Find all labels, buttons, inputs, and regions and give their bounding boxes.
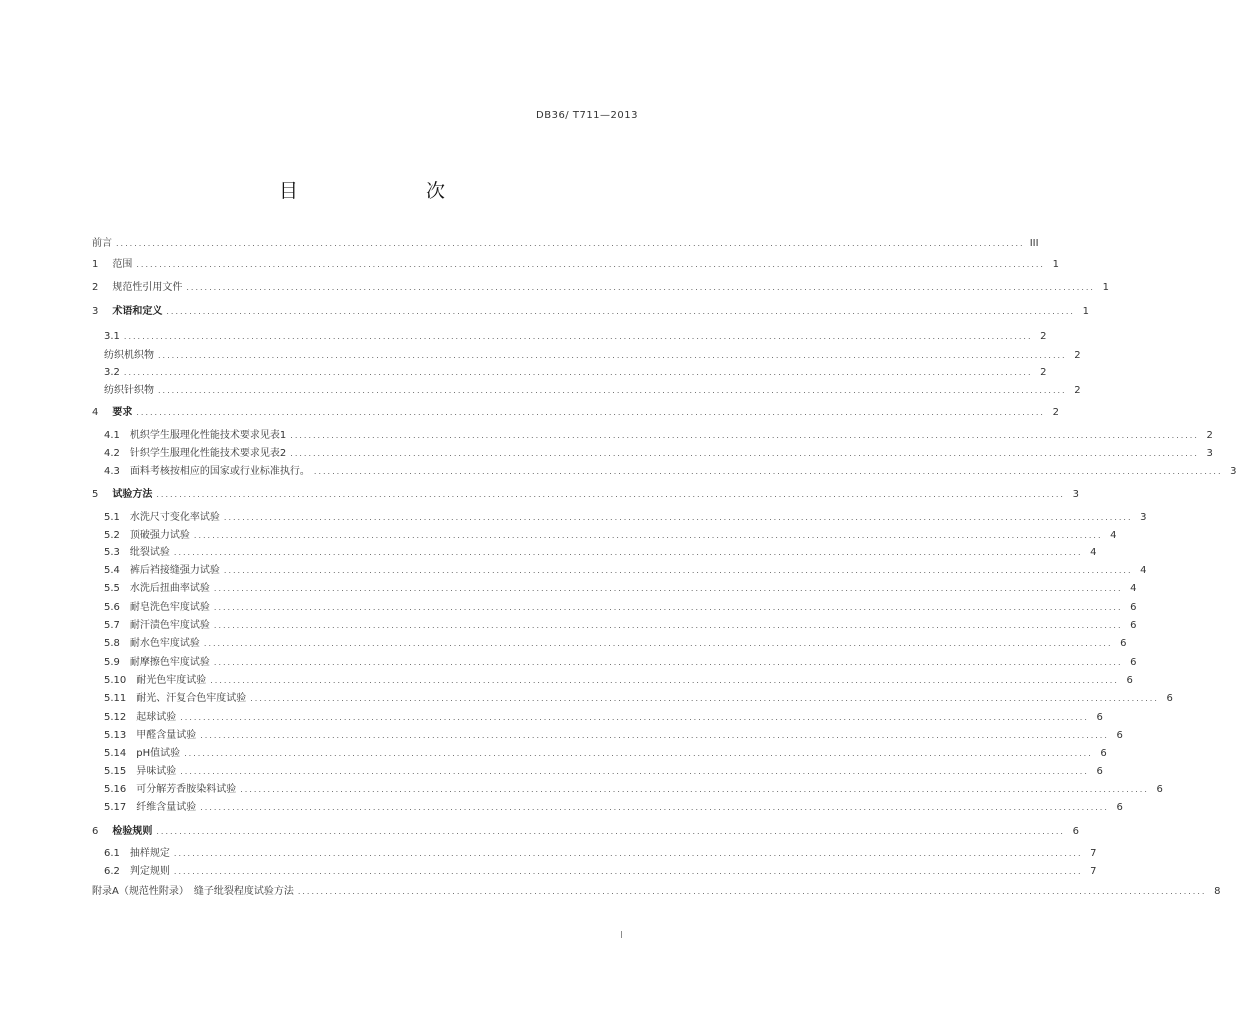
toc-entry [104,597,1137,614]
toc-entry-page: 6 [1130,602,1137,613]
toc-entry-title: 判定规则 [129,866,170,877]
toc-entry-page: 1 [1082,306,1089,317]
dot-leader: ........................................................................................................................................................................................................ [173,548,1083,557]
dot-leader: ........................................................................................................................................................................................................ [313,467,1223,476]
toc-entry-page: 6 [1130,657,1137,668]
toc-entry [104,652,1137,669]
toc-entry-page: 1 [1102,282,1109,293]
toc-entry-title: 甲醛含量试验 [136,730,197,741]
toc-entry-page: 3 [1206,448,1213,459]
toc-entry-page: III [1029,238,1039,249]
toc-entry [104,743,1107,760]
dot-leader: ........................................................................................................................................................................................................ [203,639,1113,648]
toc-entry-title: 试验方法 [112,489,153,500]
toc-entry-number: 5.17 [104,802,127,813]
toc-entry-page: 2 [1040,331,1047,342]
toc-entry-number: 6.2 [104,866,120,877]
toc-entry-title: 纰裂试验 [129,547,170,558]
toc-entry [104,761,1103,778]
toc-entry-title: 纺织机织物 [104,350,154,361]
toc-entry-page: 6 [1130,620,1137,631]
toc-entry-title: 要求 [112,407,133,418]
toc-entry-number: 3 [92,306,99,317]
toc-entry-title: 规范性引用文件 [112,282,183,293]
dot-leader: ........................................................................................................................................................................................................ [158,351,1067,360]
toc-entry-page: 6 [1096,712,1103,723]
toc-entry-number: 1 [92,259,99,270]
document-header-code: DB36/ T711—2013 [536,110,638,121]
toc-entry-number: 5.12 [104,712,127,723]
dot-leader: ........................................................................................................................................................................................................ [166,307,1075,316]
toc-entry-title: 耐光色牢度试验 [136,675,207,686]
toc-entry-page: 2 [1074,385,1081,396]
dot-leader: ........................................................................................................................................................................................................ [173,867,1083,876]
toc-entry-page: 6 [1156,784,1163,795]
toc-entry [104,615,1137,632]
dot-leader: ........................................................................................................................................................................................................ [123,332,1033,341]
toc-entry-title: 水洗后扭曲率试验 [129,583,210,594]
toc-entry-page: 6 [1100,748,1107,759]
toc-entry-number: 4.2 [104,448,120,459]
toc-entry [104,461,1237,478]
dot-leader: ........................................................................................................................................................................................................ [116,239,1025,248]
toc-entry-number: 5.3 [104,547,120,558]
toc-entry-title: 耐水色牢度试验 [129,638,200,649]
toc-entry-title: 检验规则 [112,826,153,837]
toc-entry-title: 抽样规定 [129,848,170,859]
toc-entry-title: 范围 [112,259,133,270]
toc-entry-number: 5.10 [104,675,127,686]
toc-entry-title: 纺织针织物 [104,385,154,396]
toc-entry-title: 耐汗渍色牢度试验 [129,620,210,631]
toc-entry [104,633,1127,650]
dot-leader: ........................................................................................................................................................................................................ [297,887,1207,896]
toc-entry-number: 5.11 [104,693,127,704]
toc-entry-title: 可分解芳香胺染料试验 [136,784,237,795]
toc-entry [92,233,1039,250]
toc-entry-page: 6 [1166,693,1173,704]
toc-entry-page: 6 [1120,638,1127,649]
toc-entry-page: 3 [1140,512,1147,523]
toc-entry-page: 6 [1096,766,1103,777]
toc-entry-number: 5.13 [104,730,127,741]
toc-entry-page: 4 [1130,583,1137,594]
toc-entry [92,821,1079,838]
toc-entry-page: 3 [1230,466,1237,477]
toc-entry [92,277,1109,294]
toc-entry-title: 顶破强力试验 [129,530,190,541]
toc-entry [104,362,1047,379]
toc-entry-title: 前言 [92,238,112,249]
dot-leader: ........................................................................................................................................................................................................ [184,749,1093,758]
toc-entry-page: 6 [1126,675,1133,686]
toc-entry [92,402,1059,419]
toc-entry-number: 5.4 [104,565,120,576]
dot-leader: ........................................................................................................................................................................................................ [173,849,1083,858]
toc-entry [92,881,1221,898]
toc-entry [104,326,1047,343]
toc-entry [104,542,1097,559]
toc-entry-title: 裤后裆接缝强力试验 [129,565,220,576]
toc-entry-number: 3.2 [104,367,120,378]
toc-entry [104,425,1213,442]
dot-leader: ........................................................................................................................................................................................................ [223,513,1133,522]
toc-entry [104,560,1147,577]
toc-entry-title: 起球试验 [136,712,177,723]
toc-entry-page: 2 [1040,367,1047,378]
dot-leader: ........................................................................................................................................................................................................ [186,283,1095,292]
toc-entry-page: 4 [1090,547,1097,558]
dot-leader: ........................................................................................................................................................................................................ [240,785,1149,794]
toc-entry [104,345,1081,362]
toc-entry [104,443,1213,460]
dot-leader: ........................................................................................................................................................................................................ [250,694,1159,703]
toc-entry-number: 6 [92,826,99,837]
toc-entry-number: 5.15 [104,766,127,777]
toc-entry-number: 5.5 [104,583,120,594]
toc-entry [104,507,1147,524]
toc-entry-page: 4 [1110,530,1117,541]
dot-leader: ........................................................................................................................................................................................................ [136,408,1045,417]
dot-leader: ........................................................................................................................................................................................................ [193,531,1103,540]
dot-leader: ........................................................................................................................................................................................................ [156,490,1065,499]
dot-leader: ........................................................................................................................................................................................................ [200,731,1109,740]
toc-entry-page: 6 [1116,802,1123,813]
dot-leader: ........................................................................................................................................................................................................ [158,386,1067,395]
toc-entry-number: 4.3 [104,466,120,477]
toc-entry-number: 6.1 [104,848,120,859]
dot-leader: ........................................................................................................................................................................................................ [213,603,1123,612]
page-title: 目 次 [278,180,475,202]
dot-leader: ........................................................................................................................................................................................................ [200,803,1109,812]
toc-entry-page: 4 [1140,565,1147,576]
toc-entry-title: pH值试验 [136,748,181,759]
toc-entry-title: 机织学生服理化性能技术要求见表1 [129,430,287,441]
toc-entry-number: 5.9 [104,657,120,668]
toc-entry-title: 异味试验 [136,766,177,777]
dot-leader: ........................................................................................................................................................................................................ [136,260,1045,269]
dot-leader: ........................................................................................................................................................................................................ [213,658,1123,667]
toc-entry [104,797,1123,814]
toc-entry-number: 5.1 [104,512,120,523]
toc-entry [104,688,1173,705]
dot-leader: ........................................................................................................................................................................................................ [180,713,1089,722]
toc-entry-page: 3 [1072,489,1079,500]
dot-leader: ........................................................................................................................................................................................................ [123,368,1033,377]
page-number: I [620,930,623,941]
toc-entry-page: 8 [1214,886,1221,897]
toc-entry-number: 3.1 [104,331,120,342]
toc-entry-number: 5.8 [104,638,120,649]
toc-entry-title: 面料考核按相应的国家或行业标准执行。 [129,466,310,477]
dot-leader: ........................................................................................................................................................................................................ [290,449,1199,458]
toc-entry-page: 2 [1206,430,1213,441]
dot-leader: ........................................................................................................................................................................................................ [210,676,1119,685]
toc-entry-page: 7 [1090,866,1097,877]
dot-leader: ........................................................................................................................................................................................................ [213,584,1123,593]
toc-entry-page: 6 [1072,826,1079,837]
toc-entry-title: 耐摩擦色牢度试验 [129,657,210,668]
toc-entry-page: 1 [1052,259,1059,270]
toc-entry-title: 耐皂洗色牢度试验 [129,602,210,613]
toc-entry-number: 4 [92,407,99,418]
toc-entry [104,670,1133,687]
toc-entry-title: 针织学生服理化性能技术要求见表2 [129,448,287,459]
dot-leader: ........................................................................................................................................................................................................ [290,431,1199,440]
toc-entry [92,254,1059,271]
toc-entry-number: 5.14 [104,748,127,759]
toc-entry-number: 5.16 [104,784,127,795]
dot-leader: ........................................................................................................................................................................................................ [213,621,1123,630]
toc-entry [104,843,1097,860]
toc-entry-title: 纤维含量试验 [136,802,197,813]
toc-entry [104,707,1103,724]
toc-entry-title: 水洗尺寸变化率试验 [129,512,220,523]
toc-entry-page: 6 [1116,730,1123,741]
toc-entry [104,725,1123,742]
toc-entry-title: 附录A（规范性附录） 缝子纰裂程度试验方法 [92,886,294,897]
toc-entry-number: 2 [92,282,99,293]
dot-leader: ........................................................................................................................................................................................................ [180,767,1089,776]
toc-entry-number: 4.1 [104,430,120,441]
toc-entry-title: 术语和定义 [112,306,163,317]
toc-entry [104,578,1137,595]
toc-entry [104,779,1163,796]
toc-entry [104,380,1081,397]
dot-leader: ........................................................................................................................................................................................................ [156,827,1065,836]
toc-entry-number: 5.6 [104,602,120,613]
toc-entry-number: 5.2 [104,530,120,541]
toc-entry-page: 2 [1074,350,1081,361]
toc-entry-title: 耐光、汗复合色牢度试验 [136,693,247,704]
toc-entry-page: 7 [1090,848,1097,859]
dot-leader: ........................................................................................................................................................................................................ [223,566,1133,575]
toc-entry-page: 2 [1052,407,1059,418]
toc-entry-number: 5.7 [104,620,120,631]
toc-entry-number: 5 [92,489,99,500]
toc-entry [104,861,1097,878]
toc-entry [92,301,1089,318]
toc-entry [92,484,1079,501]
toc-entry [104,525,1117,542]
